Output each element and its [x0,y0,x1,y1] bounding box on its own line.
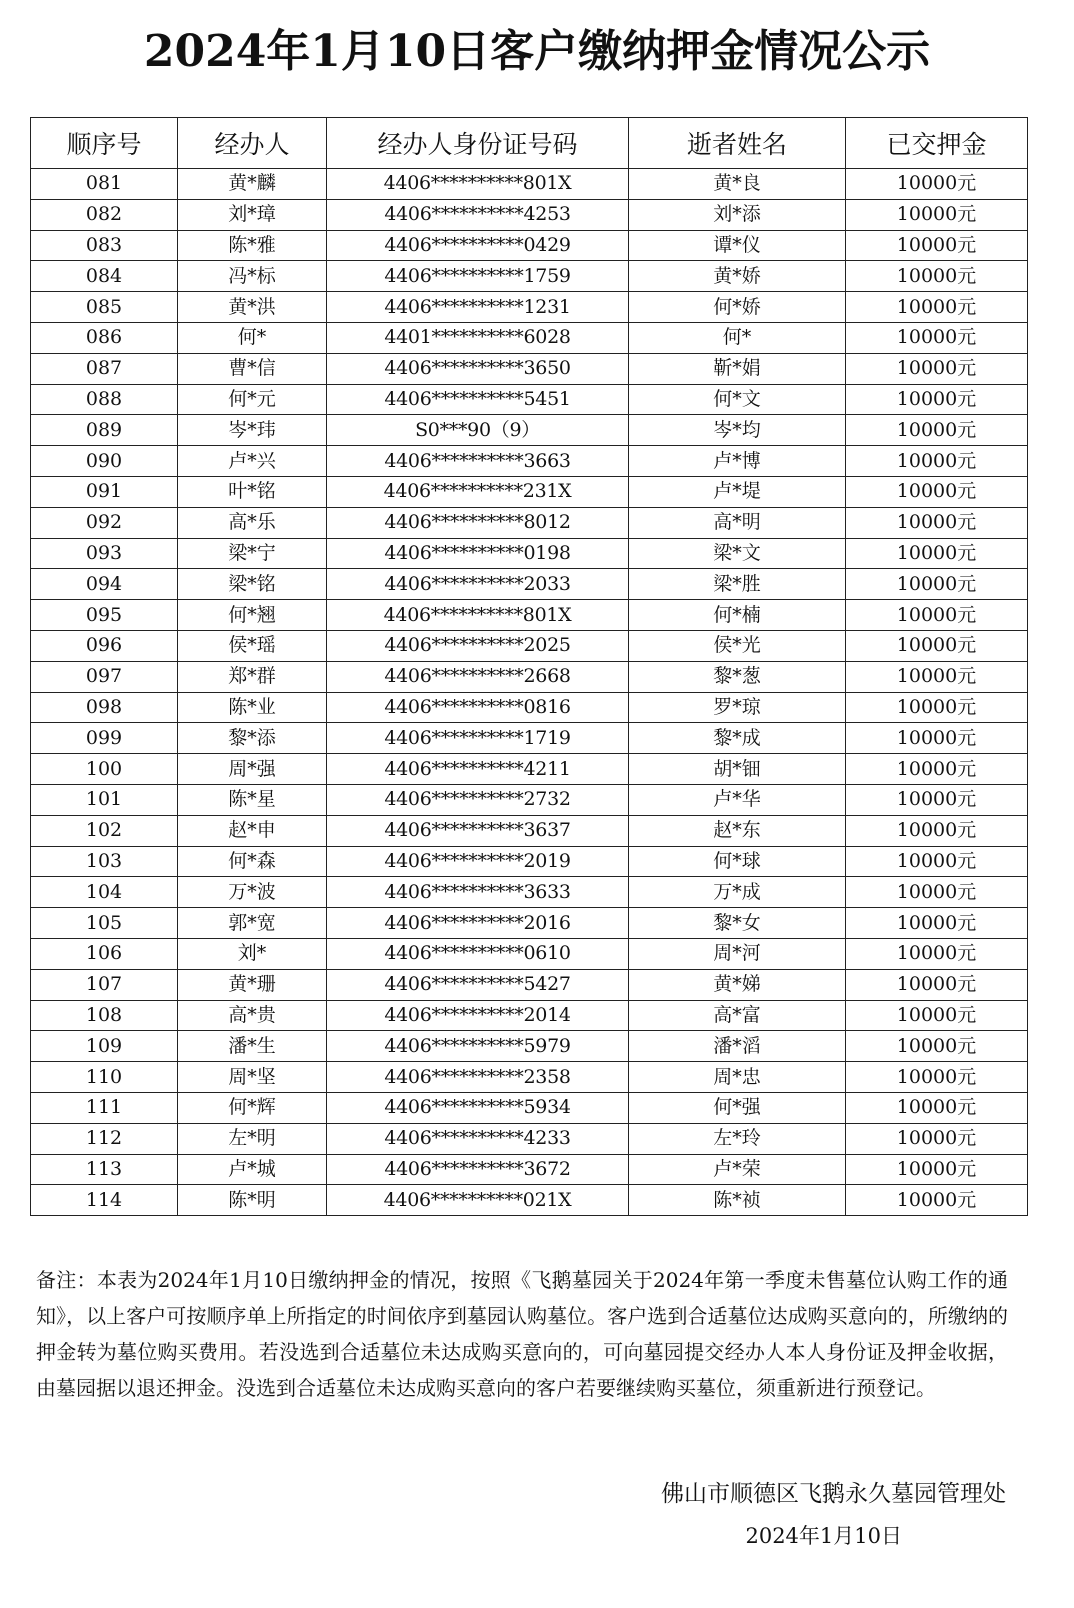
cell-deposit: 10000元 [846,446,1028,477]
cell-sequence: 107 [31,969,178,1000]
table-header-row [31,118,1028,169]
table-row [31,692,1028,723]
cell-agent: 何*翘 [178,600,327,631]
cell-deceased: 何*娇 [629,292,846,323]
cell-agent: 赵*申 [178,815,327,846]
cell-deceased: 赵*东 [629,815,846,846]
cell-sequence: 098 [31,692,178,723]
cell-agent: 周*强 [178,754,327,785]
cell-agent-id: 4406**********4211 [327,754,629,785]
cell-agent: 黄*麟 [178,169,327,200]
cell-sequence: 105 [31,908,178,939]
cell-deposit: 10000元 [846,476,1028,507]
cell-deceased: 黄*良 [629,169,846,200]
cell-agent-id: 4406**********3650 [327,353,629,384]
cell-deposit: 10000元 [846,261,1028,292]
table-row [31,1154,1028,1185]
cell-sequence: 087 [31,353,178,384]
cell-deposit: 10000元 [846,1031,1028,1062]
cell-agent-id: 4406**********801X [327,169,629,200]
cell-sequence: 114 [31,1185,178,1216]
cell-sequence: 096 [31,630,178,661]
cell-deceased: 黎*成 [629,723,846,754]
cell-deposit: 10000元 [846,908,1028,939]
cell-deceased: 周*忠 [629,1062,846,1093]
cell-deposit: 10000元 [846,169,1028,200]
cell-deposit: 10000元 [846,384,1028,415]
cell-deceased: 黎*葱 [629,661,846,692]
cell-deceased: 卢*博 [629,446,846,477]
cell-agent: 刘* [178,938,327,969]
cell-deceased: 罗*琼 [629,692,846,723]
cell-agent: 冯*标 [178,261,327,292]
table-row [31,384,1028,415]
cell-agent: 叶*铭 [178,476,327,507]
cell-agent-id: 4406**********4253 [327,199,629,230]
cell-agent: 何*元 [178,384,327,415]
cell-agent-id: 4406**********021X [327,1185,629,1216]
cell-agent-id: 4406**********1231 [327,292,629,323]
cell-deposit: 10000元 [846,600,1028,631]
cell-agent-id: 4406**********3633 [327,877,629,908]
cell-deceased: 黎*女 [629,908,846,939]
cell-sequence: 101 [31,784,178,815]
cell-agent: 陈*星 [178,784,327,815]
cell-deceased: 谭*仪 [629,230,846,261]
cell-agent-id: 4406**********8012 [327,507,629,538]
cell-deceased: 陈*祯 [629,1185,846,1216]
cell-deposit: 10000元 [846,1154,1028,1185]
cell-deceased: 梁*胜 [629,569,846,600]
table-row [31,600,1028,631]
cell-sequence: 083 [31,230,178,261]
cell-agent: 侯*瑶 [178,630,327,661]
table-row [31,353,1028,384]
cell-agent: 高*贵 [178,1000,327,1031]
table-row [31,908,1028,939]
cell-agent: 曹*信 [178,353,327,384]
table-row [31,169,1028,200]
cell-agent-id: 4406**********3637 [327,815,629,846]
cell-agent-id: 4406**********0610 [327,938,629,969]
cell-deposit: 10000元 [846,1123,1028,1154]
table-row [31,784,1028,815]
table-row [31,630,1028,661]
cell-agent-id: 4406**********0816 [327,692,629,723]
table-row [31,261,1028,292]
cell-agent: 周*坚 [178,1062,327,1093]
remarks-note: 备注：本表为2024年1月10日缴纳押金的情况，按照《飞鹅墓园关于2024年第一季度未售墓位认购工作的通知》，以上客户可按顺序单上所指定的时间依序到墓园认购墓位。客户选到合适墓位达成购买意向的，所缴纳的押金转为墓位购买费用。若没选到合适墓位未达成购买意向的，可向墓园提交经办人本人身份证及押金收据，由墓园据以退还押金。没选到合适墓位未达成购买意向的客户若要继续购买墓位，须重新进行预登记。 [36,1268,1008,1400]
cell-agent: 何*辉 [178,1092,327,1123]
cell-agent: 郭*宽 [178,908,327,939]
table-row [31,1031,1028,1062]
cell-sequence: 081 [31,169,178,200]
table-row [31,199,1028,230]
cell-agent-id: S0***90（9） [327,415,629,446]
table-row [31,723,1028,754]
issue-date: 2024年1月10日 [745,1524,902,1548]
table-row [31,661,1028,692]
cell-sequence: 088 [31,384,178,415]
cell-deposit: 10000元 [846,754,1028,785]
cell-agent: 卢*城 [178,1154,327,1185]
header-agent: 经办人 [178,118,327,169]
cell-sequence: 100 [31,754,178,785]
cell-deceased: 何* [629,322,846,353]
cell-deposit: 10000元 [846,661,1028,692]
cell-deceased: 黄*娇 [629,261,846,292]
cell-deposit: 10000元 [846,692,1028,723]
table-row [31,507,1028,538]
cell-deceased: 何*球 [629,846,846,877]
cell-sequence: 082 [31,199,178,230]
cell-deposit: 10000元 [846,415,1028,446]
cell-deceased: 梁*文 [629,538,846,569]
cell-deceased: 潘*滔 [629,1031,846,1062]
cell-sequence: 106 [31,938,178,969]
table-row [31,754,1028,785]
cell-deceased: 靳*娟 [629,353,846,384]
table-row [31,538,1028,569]
cell-deposit: 10000元 [846,723,1028,754]
cell-agent: 高*乐 [178,507,327,538]
cell-sequence: 090 [31,446,178,477]
cell-agent: 岑*玮 [178,415,327,446]
cell-deceased: 卢*华 [629,784,846,815]
cell-sequence: 102 [31,815,178,846]
cell-deceased: 左*玲 [629,1123,846,1154]
cell-agent-id: 4406**********5451 [327,384,629,415]
table-row [31,1092,1028,1123]
cell-agent-id: 4406**********3663 [327,446,629,477]
cell-agent-id: 4406**********1759 [327,261,629,292]
deposit-table [30,117,1028,1216]
table-row [31,877,1028,908]
cell-deceased: 周*河 [629,938,846,969]
table-row [31,969,1028,1000]
cell-deceased: 侯*光 [629,630,846,661]
cell-deposit: 10000元 [846,507,1028,538]
cell-agent: 陈*雅 [178,230,327,261]
table-row [31,230,1028,261]
cell-agent: 陈*业 [178,692,327,723]
table-row [31,846,1028,877]
cell-sequence: 092 [31,507,178,538]
cell-sequence: 109 [31,1031,178,1062]
cell-agent-id: 4406**********231X [327,476,629,507]
cell-sequence: 086 [31,322,178,353]
cell-deceased: 高*富 [629,1000,846,1031]
cell-agent: 黎*添 [178,723,327,754]
table-row [31,938,1028,969]
table-row [31,322,1028,353]
cell-deceased: 何*强 [629,1092,846,1123]
cell-deceased: 胡*钿 [629,754,846,785]
cell-agent-id: 4406**********2025 [327,630,629,661]
cell-deposit: 10000元 [846,538,1028,569]
cell-agent: 黄*洪 [178,292,327,323]
header-sequence: 顺序号 [31,118,178,169]
cell-deceased: 卢*堤 [629,476,846,507]
cell-deceased: 卢*荣 [629,1154,846,1185]
cell-sequence: 091 [31,476,178,507]
cell-deposit: 10000元 [846,1185,1028,1216]
cell-sequence: 111 [31,1092,178,1123]
cell-sequence: 093 [31,538,178,569]
table-row [31,815,1028,846]
cell-deposit: 10000元 [846,1062,1028,1093]
table-row [31,1000,1028,1031]
cell-sequence: 103 [31,846,178,877]
cell-deceased: 何*文 [629,384,846,415]
table-row [31,569,1028,600]
table-row [31,1123,1028,1154]
cell-agent-id: 4406**********801X [327,600,629,631]
cell-deposit: 10000元 [846,877,1028,908]
cell-agent: 梁*宁 [178,538,327,569]
page-title: 2024年1月10日客户缴纳押金情况公示 [143,26,931,77]
cell-sequence: 095 [31,600,178,631]
header-agent-id: 经办人身份证号码 [327,118,629,169]
cell-agent: 何*森 [178,846,327,877]
cell-agent-id: 4406**********2732 [327,784,629,815]
cell-deceased: 刘*添 [629,199,846,230]
table-row [31,446,1028,477]
cell-deposit: 10000元 [846,938,1028,969]
cell-sequence: 110 [31,1062,178,1093]
cell-deceased: 高*明 [629,507,846,538]
table-row [31,476,1028,507]
cell-deposit: 10000元 [846,322,1028,353]
cell-deposit: 10000元 [846,292,1028,323]
table-body [31,169,1028,1216]
cell-deceased: 岑*均 [629,415,846,446]
cell-agent-id: 4406**********0429 [327,230,629,261]
cell-agent-id: 4406**********2668 [327,661,629,692]
cell-agent: 左*明 [178,1123,327,1154]
cell-agent: 卢*兴 [178,446,327,477]
cell-agent: 郑*群 [178,661,327,692]
header-deposit: 已交押金 [846,118,1028,169]
cell-agent-id: 4406**********2016 [327,908,629,939]
cell-sequence: 089 [31,415,178,446]
cell-agent-id: 4406**********3672 [327,1154,629,1185]
table-row [31,292,1028,323]
table-row [31,1185,1028,1216]
cell-agent-id: 4406**********2358 [327,1062,629,1093]
cell-deposit: 10000元 [846,784,1028,815]
table-row [31,415,1028,446]
cell-deposit: 10000元 [846,969,1028,1000]
cell-sequence: 099 [31,723,178,754]
cell-agent: 陈*明 [178,1185,327,1216]
cell-agent-id: 4406**********5979 [327,1031,629,1062]
cell-sequence: 097 [31,661,178,692]
cell-agent-id: 4406**********1719 [327,723,629,754]
cell-agent-id: 4406**********5427 [327,969,629,1000]
cell-deposit: 10000元 [846,199,1028,230]
cell-agent-id: 4406**********0198 [327,538,629,569]
cell-agent-id: 4406**********4233 [327,1123,629,1154]
issuer-organization: 佛山市顺德区飞鹅永久墓园管理处 [661,1481,1006,1507]
cell-agent: 万*波 [178,877,327,908]
cell-deceased: 何*楠 [629,600,846,631]
cell-deceased: 黄*娣 [629,969,846,1000]
cell-agent: 何* [178,322,327,353]
cell-agent: 潘*生 [178,1031,327,1062]
cell-sequence: 084 [31,261,178,292]
cell-deposit: 10000元 [846,630,1028,661]
cell-deposit: 10000元 [846,815,1028,846]
cell-agent: 刘*璋 [178,199,327,230]
cell-deposit: 10000元 [846,1000,1028,1031]
cell-deposit: 10000元 [846,353,1028,384]
cell-agent-id: 4401**********6028 [327,322,629,353]
cell-agent: 梁*铭 [178,569,327,600]
cell-agent: 黄*珊 [178,969,327,1000]
cell-sequence: 094 [31,569,178,600]
cell-deposit: 10000元 [846,1092,1028,1123]
cell-agent-id: 4406**********2014 [327,1000,629,1031]
cell-sequence: 108 [31,1000,178,1031]
header-deceased: 逝者姓名 [629,118,846,169]
cell-sequence: 113 [31,1154,178,1185]
cell-sequence: 104 [31,877,178,908]
cell-agent-id: 4406**********5934 [327,1092,629,1123]
cell-agent-id: 4406**********2033 [327,569,629,600]
cell-deposit: 10000元 [846,230,1028,261]
cell-sequence: 085 [31,292,178,323]
table-row [31,1062,1028,1093]
cell-deceased: 万*成 [629,877,846,908]
cell-sequence: 112 [31,1123,178,1154]
cell-deposit: 10000元 [846,569,1028,600]
cell-agent-id: 4406**********2019 [327,846,629,877]
cell-deposit: 10000元 [846,846,1028,877]
